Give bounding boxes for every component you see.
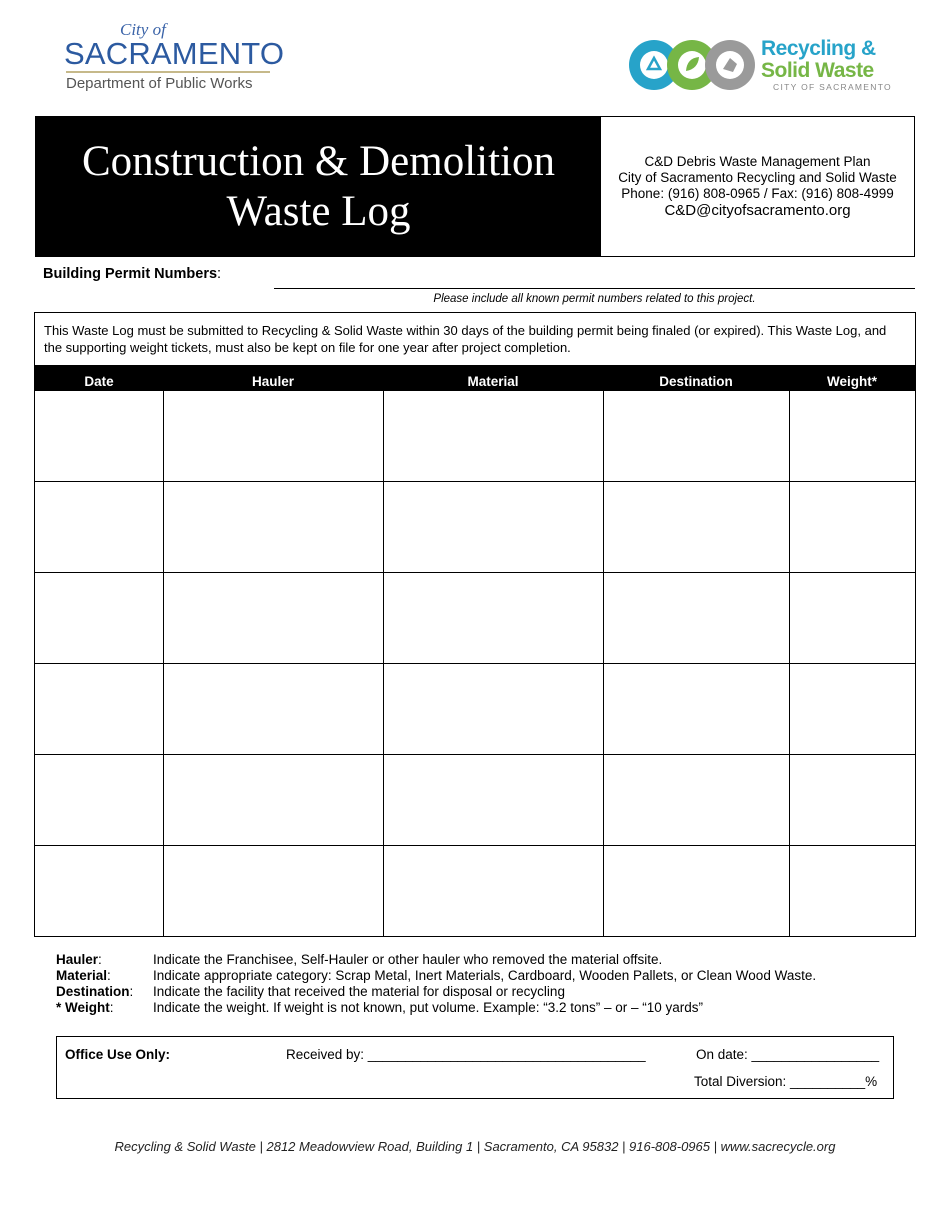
table-row <box>35 391 915 482</box>
weight-cell[interactable] <box>789 846 915 936</box>
legend-definition: Indicate appropriate category: Scrap Metal, Inert Materials, Cardboard, Wooden Pallets, or Clean Wood Waste. <box>153 968 817 983</box>
destination-cell[interactable] <box>603 664 790 754</box>
hauler-cell[interactable] <box>163 573 384 663</box>
office-use-label: Office Use Only: <box>65 1047 171 1062</box>
logo-department-text: Department of Public Works <box>66 75 253 92</box>
contact-email: C&D@cityofsacramento.org <box>664 201 851 219</box>
material-cell[interactable] <box>383 664 604 754</box>
hauler-cell[interactable] <box>163 755 384 845</box>
date-cell[interactable] <box>35 664 164 754</box>
column-header-destination: Destination <box>659 374 733 389</box>
material-cell[interactable] <box>383 482 604 572</box>
received-by-field[interactable]: Received by: _____________________________________ <box>286 1047 646 1062</box>
submission-instructions: This Waste Log must be submitted to Recycling & Solid Waste within 30 days of the building permit being finaled (or expired). This Waste Log, and the supporting weight tickets, must also be kept on file for one year after project completion. <box>44 323 887 355</box>
title-block <box>35 116 915 257</box>
table-row <box>35 755 915 846</box>
weight-cell[interactable] <box>789 482 915 572</box>
table-row <box>35 664 915 755</box>
table-row <box>35 482 915 573</box>
permit-label-text: Building Permit Numbers <box>43 266 218 282</box>
column-header-hauler: Hauler <box>251 374 295 389</box>
legend-term <box>56 1000 114 1016</box>
legend-definition: Indicate the facility that received the material for disposal or recycling <box>153 984 565 999</box>
destination-cell[interactable] <box>603 755 790 845</box>
contact-phone-fax: Phone: (916) 808-0965 / Fax: (916) 808-4999 <box>621 185 894 201</box>
destination-cell[interactable] <box>603 573 790 663</box>
permit-label-colon: : <box>217 266 222 282</box>
legend-term-colon: : <box>98 952 102 967</box>
contact-plan-name: C&D Debris Waste Management Plan <box>644 153 871 169</box>
date-cell[interactable] <box>35 573 164 663</box>
weight-cell[interactable] <box>789 391 915 481</box>
permit-numbers-note: Please include all known permit numbers related to this project. <box>433 293 756 305</box>
legend-definition: Indicate the Franchisee, Self-Hauler or other hauler who removed the material offsite. <box>153 952 663 967</box>
title-line-1: Construction & Demolition <box>82 137 555 185</box>
material-cell[interactable] <box>383 846 604 936</box>
material-cell[interactable] <box>383 573 604 663</box>
hauler-cell[interactable] <box>163 664 384 754</box>
logo-city-of-text: City of <box>120 20 166 39</box>
hauler-cell[interactable] <box>163 482 384 572</box>
date-cell[interactable] <box>35 755 164 845</box>
column-header-weight: Weight* <box>827 374 877 389</box>
permit-numbers-label <box>43 266 221 282</box>
footer-address: Recycling & Solid Waste | 2812 Meadowview Road, Building 1 | Sacramento, CA 95832 | 916-808-0965 | www.sacrecycle.org <box>114 1139 836 1154</box>
legend-term-text: Destination <box>56 984 130 999</box>
legend-term-text: Material <box>56 968 108 983</box>
logo-solid-waste-text: Solid Waste <box>761 59 874 82</box>
legend-term-text: Hauler <box>56 952 99 967</box>
permit-numbers-field[interactable] <box>274 288 915 289</box>
city-of-sacramento-logo <box>64 20 285 98</box>
document-title <box>36 117 601 256</box>
destination-cell[interactable] <box>603 391 790 481</box>
waste-log-box <box>34 312 916 937</box>
table-row <box>35 846 915 936</box>
legend-term-text: * Weight <box>56 1000 110 1015</box>
logo-recycling-text: Recycling & <box>761 37 876 60</box>
legend-term-colon: : <box>109 1000 114 1015</box>
legend-term <box>56 984 133 1000</box>
recycling-solid-waste-logo <box>627 34 893 96</box>
date-cell[interactable] <box>35 846 164 936</box>
date-cell[interactable] <box>35 391 164 481</box>
logo-city-text: CITY OF SACRAMENTO <box>773 82 892 92</box>
weight-cell[interactable] <box>789 664 915 754</box>
title-line-2: Waste Log <box>226 187 411 235</box>
column-header-material: Material <box>467 374 519 389</box>
material-cell[interactable] <box>383 391 604 481</box>
weight-cell[interactable] <box>789 573 915 663</box>
total-diversion-field[interactable]: Total Diversion: __________% <box>694 1074 878 1089</box>
hauler-cell[interactable] <box>163 391 384 481</box>
destination-cell[interactable] <box>603 846 790 936</box>
on-date-field[interactable]: On date: _________________ <box>696 1047 880 1062</box>
log-table-header <box>35 365 915 391</box>
legend-term-colon: : <box>129 984 134 999</box>
office-use-box <box>56 1036 894 1099</box>
legend-term <box>56 952 102 968</box>
legend-term-colon: : <box>107 968 111 983</box>
destination-cell[interactable] <box>603 482 790 572</box>
table-row <box>35 573 915 664</box>
hauler-cell[interactable] <box>163 846 384 936</box>
recycling-circles-icon <box>627 38 757 92</box>
material-cell[interactable] <box>383 755 604 845</box>
column-header-date: Date <box>84 374 114 389</box>
logo-divider <box>66 71 270 73</box>
logo-sacramento-text: SACRAMENTO <box>64 36 285 71</box>
weight-cell[interactable] <box>789 755 915 845</box>
date-cell[interactable] <box>35 482 164 572</box>
legend-term <box>56 968 111 984</box>
contact-department: City of Sacramento Recycling and Solid Waste <box>618 169 897 185</box>
contact-info <box>601 117 914 256</box>
log-table-body <box>35 391 915 936</box>
legend-definition: Indicate the weight. If weight is not known, put volume. Example: “3.2 tons” – or – “10 yards” <box>153 1000 704 1015</box>
